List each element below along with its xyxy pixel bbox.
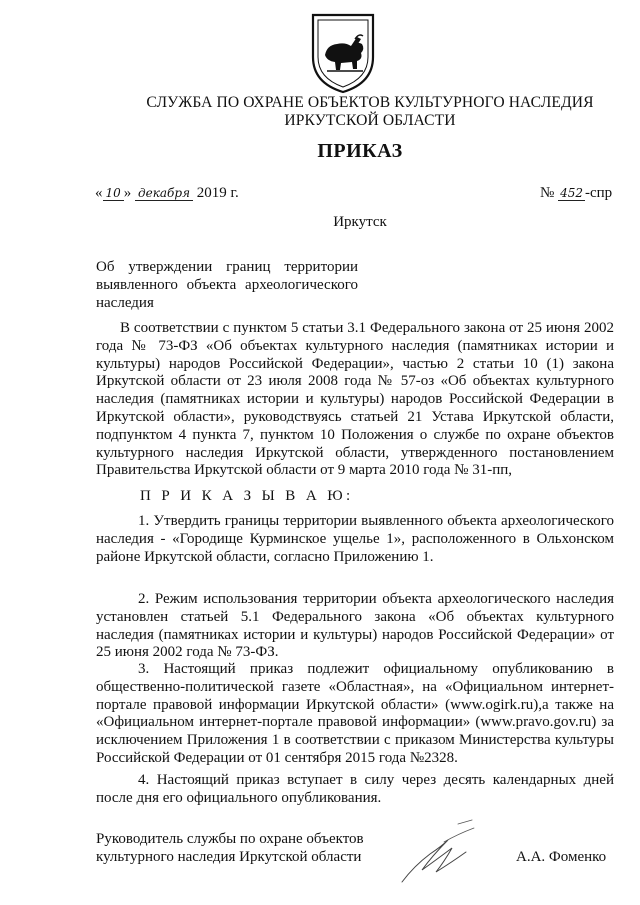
number-value: 452	[560, 186, 583, 200]
order-item-2: 2. Режим использования территории объекта археологического наследия установлен статьей 5.1 Федерального закона «Об объектах культурного наследия (памятниках истории и культуры) народов Российской Федерации» от 25 июня 2002 года № 73-ФЗ.	[96, 591, 614, 661]
date-open-quote: «	[95, 185, 103, 201]
document-title: ПРИКАЗ	[317, 140, 403, 162]
date-year: 2019 г.	[193, 185, 239, 201]
date-day: 10	[103, 186, 124, 201]
document-date	[95, 185, 239, 202]
number-suffix: -спр	[584, 185, 613, 201]
handwritten-signature-icon	[392, 812, 484, 886]
coat-of-arms-icon	[307, 11, 379, 95]
document-number	[540, 185, 612, 202]
signer-position-line2: культурного наследия Иркутской области	[96, 849, 362, 865]
order-item-3: 3. Настоящий приказ подлежит официальному опубликованию в общественно-политической газете «Областная», на «Официальном интернет-портале правовой информации Иркутской области» (www.ogirk.ru),а также на «Официальном интернет-портале правовой информации» (www.pravo.gov.ru) за исключением Приложения 1 в соответствии с приказом Министерства культуры Российской Федерации от 01 сентября 2015 года №2328.	[96, 661, 614, 766]
signer-name: А.А. Фоменко	[516, 849, 607, 865]
document-subject: Об утверждении границ территории выявленного объекта археологического наследия	[96, 259, 358, 311]
date-month: декабря	[135, 186, 193, 201]
order-heading: П Р И К А З Ы В А Ю:	[140, 488, 354, 504]
date-close-quote: »	[123, 185, 132, 201]
order-item-4: 4. Настоящий приказ вступает в силу через десять календарных дней после дня его официального опубликования.	[96, 772, 614, 806]
organization-region: ИРКУТСКОЙ ОБЛАСТИ	[284, 112, 456, 129]
signer-position-line1: Руководитель службы по охране объектов	[96, 831, 364, 847]
preamble-paragraph: В соответствии с пунктом 5 статьи 3.1 Федерального закона от 25 июня 2002 года № 73-ФЗ «Об объектах культурного наследия (памятниках истории и культуры) народов Российской Федерации», частью 2 статьи 10 (1) закона Иркутской области от 23 июля 2008 года № 57-оз «Об объектах культурного наследия (памятниках истории и культуры) народов Российской Федерации в Иркутской области», руководствуясь статьей 21 Устава Иркутской области, подпунктом 4 пункта 7, пунктом 10 Положения о службе по охране объектов культурного наследия Иркутской области, утвержденного постановлением Правительства Иркутской области от 9 марта 2010 года № 31-пп,	[96, 320, 614, 479]
number-prefix: №	[540, 185, 559, 201]
organization-name: СЛУЖБА ПО ОХРАНЕ ОБЪЕКТОВ КУЛЬТУРНОГО НАСЛЕДИЯ	[146, 94, 594, 111]
order-item-1: 1. Утвердить границы территории выявленного объекта археологического наследия - «Городище Курминское ущелье 1», расположенного в Ольхонском районе Иркутской области, согласно Приложению 1.	[96, 513, 614, 565]
document-city: Иркутск	[333, 214, 387, 230]
